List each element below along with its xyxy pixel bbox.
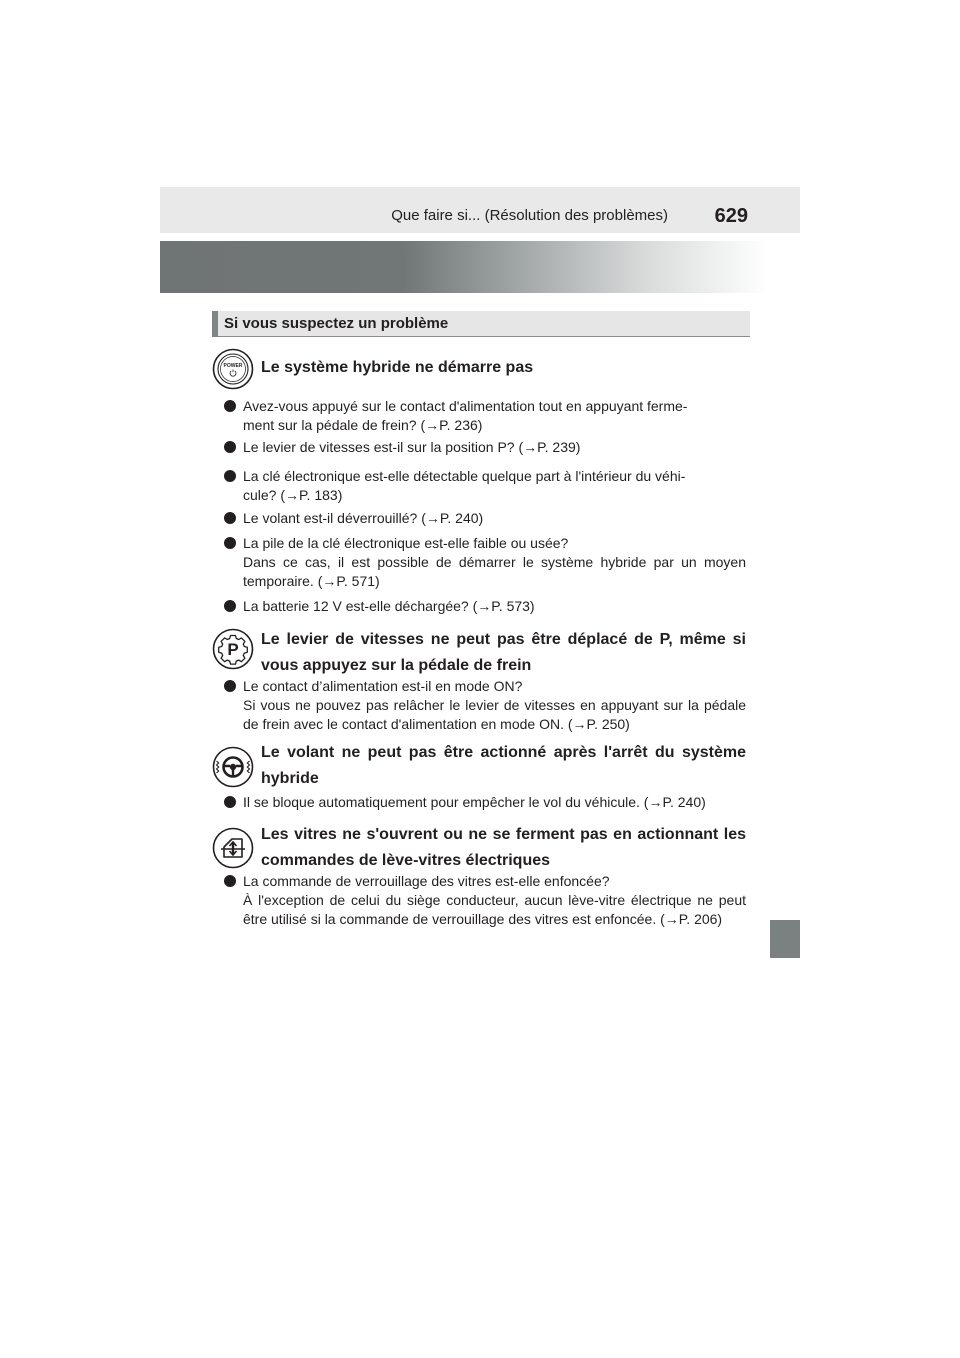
list-item <box>224 534 746 591</box>
steering-lock-icon <box>212 746 254 788</box>
bullet-icon <box>224 400 236 412</box>
list-item <box>224 872 746 929</box>
list-item-text: Avez-vous appuyé sur le contact d'alimentation tout en appuyant ferme- ment sur la pédale de frein? (→P. 236) <box>243 398 688 433</box>
section-title-accent <box>212 311 218 337</box>
problem-heading: Le système hybride ne démarre pas <box>261 359 534 376</box>
park-label-text: P <box>227 640 239 659</box>
list-item-text: Le contact d’alimentation est-il en mode ON? Si vous ne pouvez pas relâcher le levier de vitesses en appuyant sur la pédale de frein avec le contact d'alimentation en mode ON. (→P. 250) <box>243 678 746 732</box>
list-item <box>224 597 746 616</box>
problem-heading: Les vitres ne s'ouvrent ou ne se ferment pas en actionnant les commandes de lève-vitres électriques <box>261 826 746 869</box>
bullet-icon <box>224 796 236 808</box>
list-item <box>224 509 746 528</box>
list-item <box>224 793 746 812</box>
page-header <box>160 187 800 233</box>
list-item-text: La commande de verrouillage des vitres est-elle enfoncée? À l'exception de celui du siège conducteur, aucun lève-vitre électrique ne peut être utilisé si la commande de verrouillage des vitres est enfoncée. (→P. 206) <box>243 873 746 927</box>
list-item-text: La batterie 12 V est-elle déchargée? (→P. 573) <box>243 598 535 614</box>
chapter-title: Que faire si... (Résolution des problèmes) <box>391 207 668 224</box>
list-item-text: Le levier de vitesses est-il sur la position P? (→P. 239) <box>243 439 581 455</box>
bullet-icon <box>224 680 236 692</box>
power-label-text: POWER <box>223 363 243 369</box>
list-item <box>224 438 746 457</box>
bullet-icon <box>224 537 236 549</box>
power-window-icon <box>212 827 254 869</box>
list-item <box>224 467 746 505</box>
page-number: 629 <box>714 205 748 227</box>
list-item <box>224 397 746 435</box>
problem-heading: Le volant ne peut pas être actionné après l'arrêt du système hybride <box>261 744 746 787</box>
bullet-icon <box>224 441 236 453</box>
bullet-icon <box>224 600 236 612</box>
bullet-icon <box>224 512 236 524</box>
chapter-banner <box>160 241 800 293</box>
list-item <box>224 677 746 734</box>
list-item-text: Il se bloque automatiquement pour empêcher le vol du véhicule. (→P. 240) <box>243 794 706 810</box>
section-title-bar <box>212 311 750 337</box>
problem-heading: Le levier de vitesses ne peut pas être déplacé de P, même si vous appuyez sur la pédale de frein <box>261 631 746 674</box>
bullet-icon <box>224 875 236 887</box>
bullet-icon <box>224 470 236 482</box>
list-item-text: La clé électronique est-elle détectable quelque part à l'intérieur du véhi- cule? (→P. 183) <box>243 468 686 503</box>
power-button-icon <box>212 348 254 390</box>
section-title: Si vous suspectez un problème <box>224 315 449 332</box>
list-item-text: La pile de la clé électronique est-elle faible ou usée? Dans ce cas, il est possible de démarrer le système hybride par un moyen temporaire. (→P. 571) <box>243 535 746 589</box>
chapter-side-tab <box>770 920 800 958</box>
park-gear-icon <box>212 628 254 670</box>
list-item-text: Le volant est-il déverrouillé? (→P. 240) <box>243 510 484 526</box>
